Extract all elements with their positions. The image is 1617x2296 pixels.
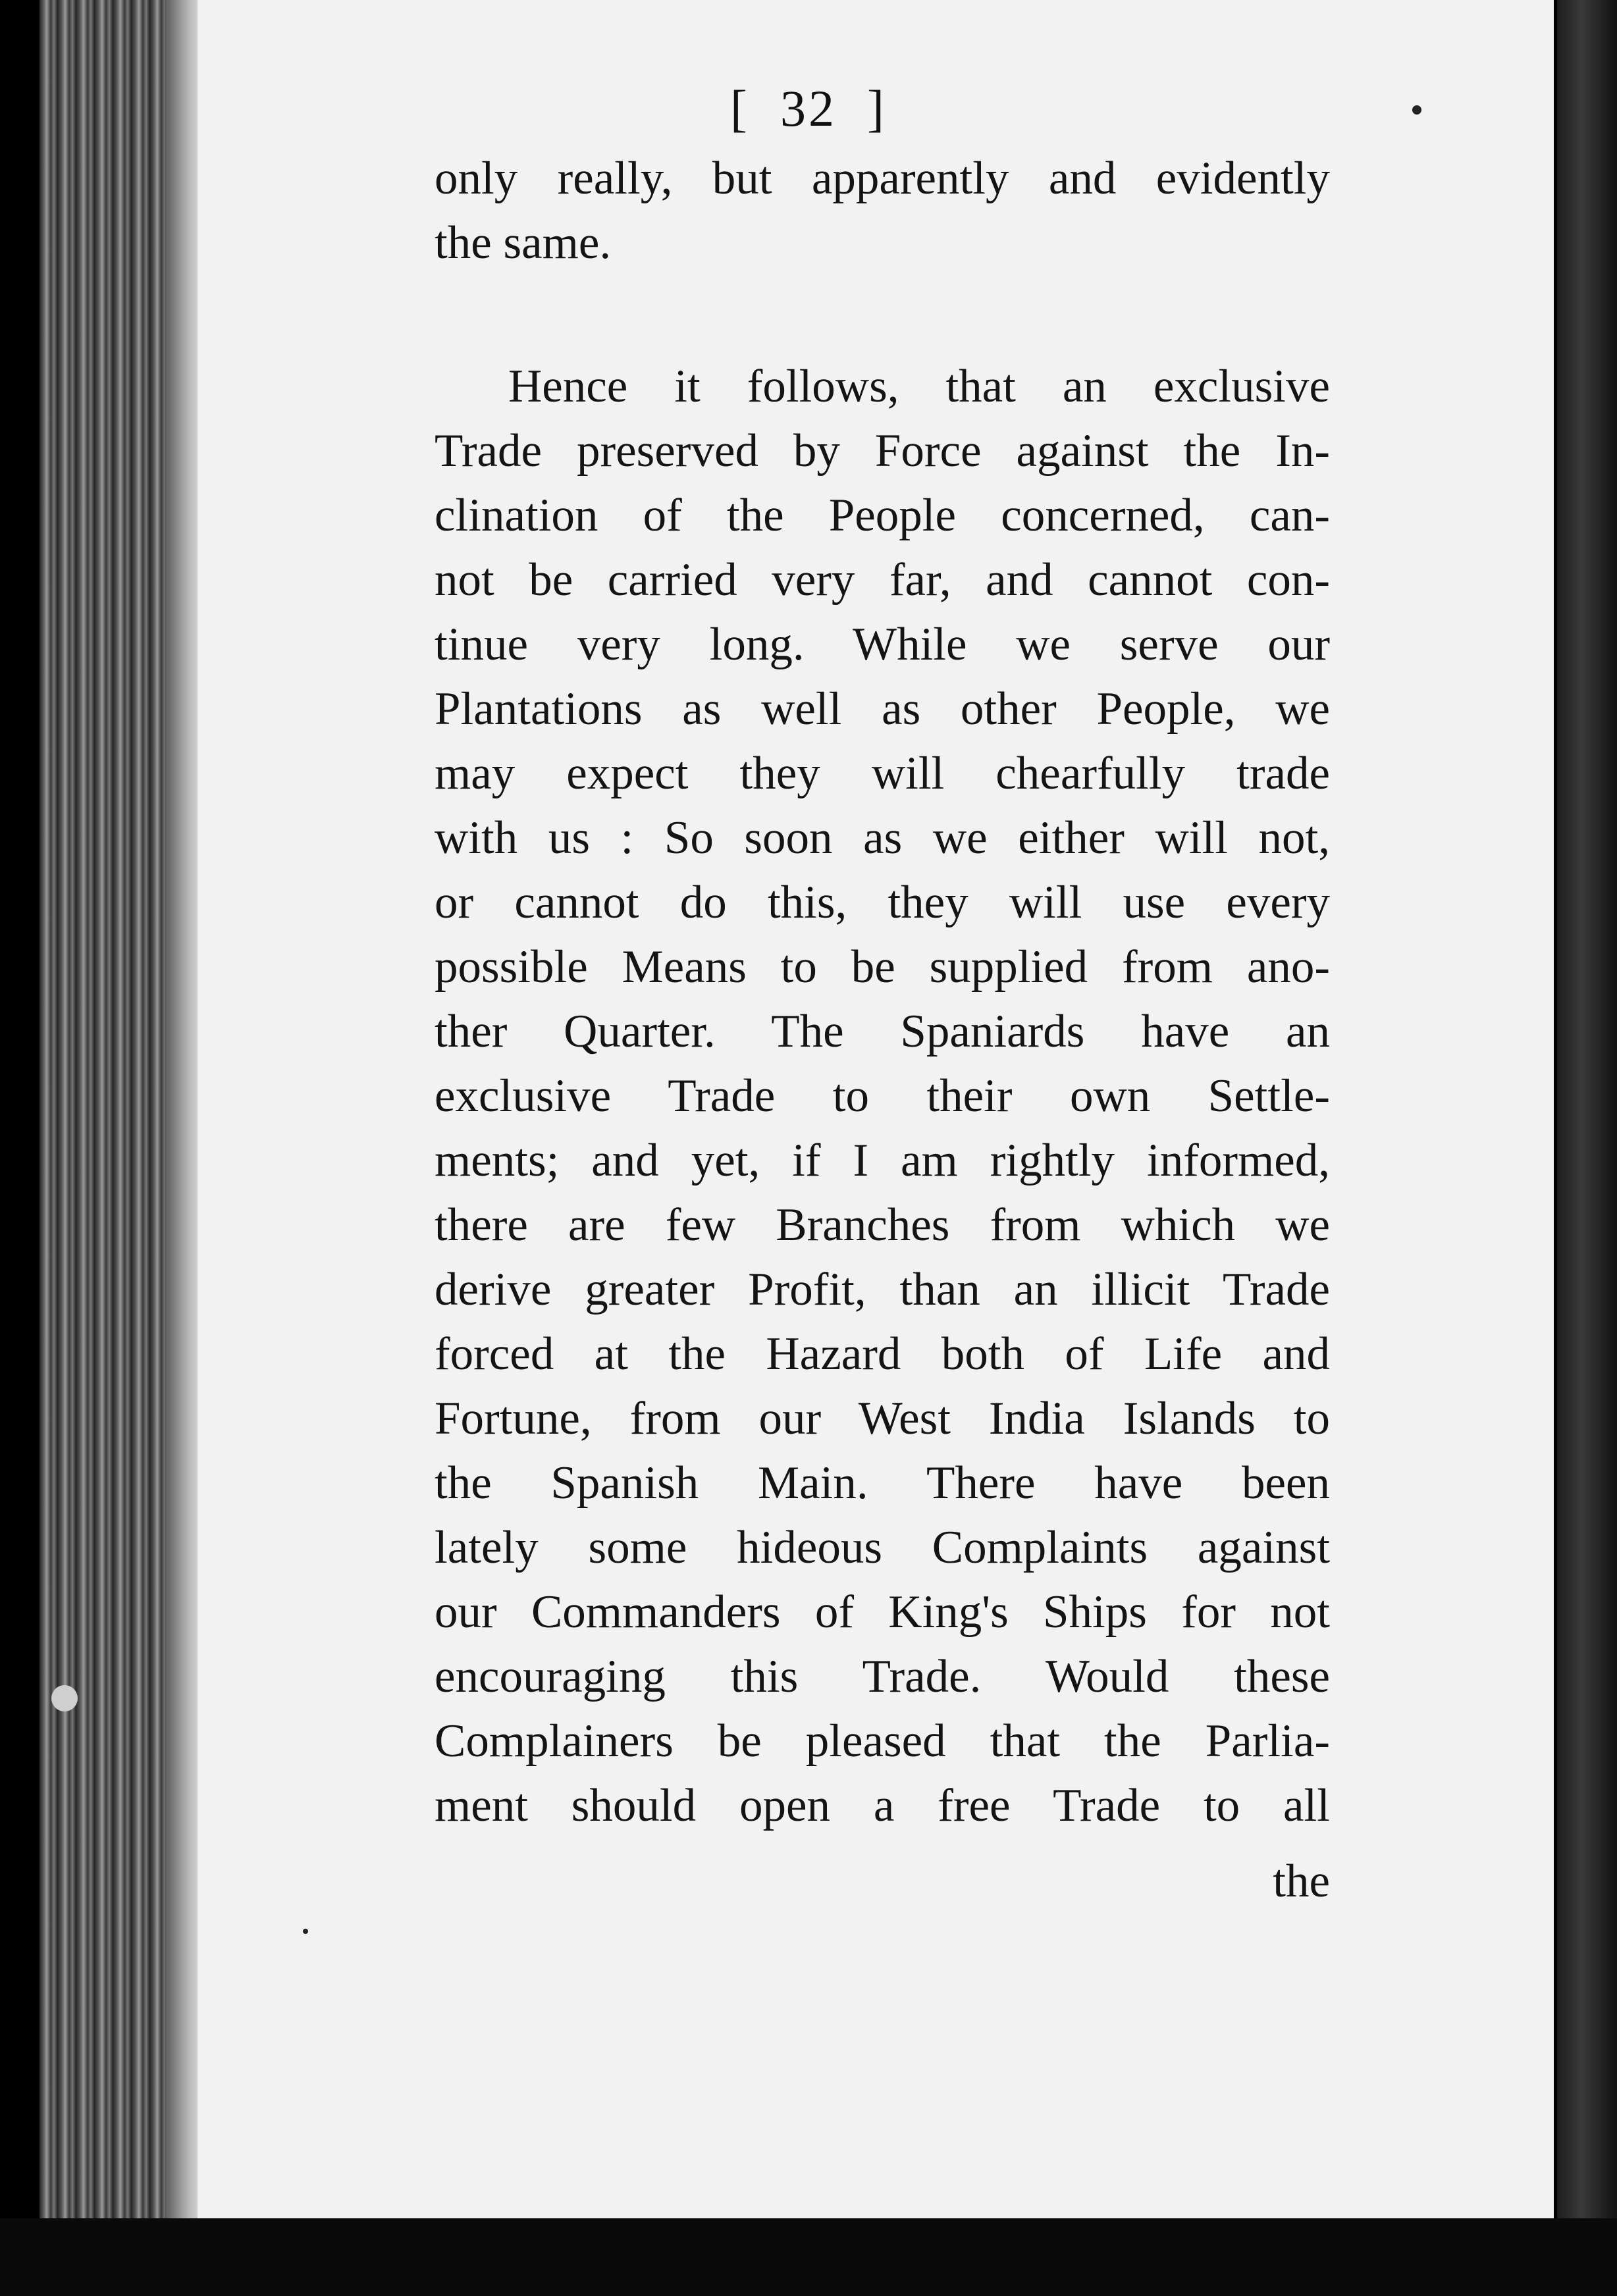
- text-line: may expect they will chearfully trade: [435, 748, 1330, 799]
- catchword: the: [1273, 1856, 1330, 1907]
- text-line: forced at the Hazard both of Life and: [435, 1328, 1330, 1380]
- text-line: ment should open a free Trade to all: [435, 1780, 1330, 1831]
- text-line: only really, but apparently and evidently: [435, 153, 1330, 204]
- text-line: the same.: [435, 217, 612, 269]
- text-line: Hence it follows, that an exclusive: [508, 361, 1330, 412]
- page-number: 32: [780, 80, 837, 137]
- bottom-scan-border: [0, 2218, 1617, 2296]
- text-line: derive greater Profit, than an illicit Trade: [435, 1264, 1330, 1315]
- text-line: or cannot do this, they will use every: [435, 877, 1330, 928]
- text-line: Plantations as well as other People, we: [435, 683, 1330, 735]
- running-header: [0, 79, 1617, 138]
- text-line: ments; and yet, if I am rightly informed,: [435, 1135, 1330, 1186]
- text-line: encouraging this Trade. Would these: [435, 1651, 1330, 1702]
- text-line: there are few Branches from which we: [435, 1199, 1330, 1251]
- text-line: not be carried very far, and cannot con-: [435, 554, 1330, 606]
- header-right-bracket: ]: [867, 80, 887, 137]
- paragraph-break: [435, 275, 1330, 354]
- text-line: Complainers be pleased that the Parlia-: [435, 1715, 1330, 1767]
- text-line: tinue very long. While we serve our: [435, 619, 1330, 670]
- text-line: exclusive Trade to their own Settle-: [435, 1070, 1330, 1122]
- text-line: lately some hideous Complaints against: [435, 1522, 1330, 1573]
- text-line: ther Quarter. The Spaniards have an: [435, 1006, 1330, 1057]
- body-text: [435, 146, 1330, 1838]
- ink-speck: [303, 1929, 308, 1934]
- text-line: possible Means to be supplied from ano-: [435, 941, 1330, 993]
- text-line: the Spanish Main. There have been: [435, 1457, 1330, 1509]
- text-line: with us : So soon as we either will not,: [435, 812, 1330, 864]
- header-left-bracket: [: [730, 80, 750, 137]
- text-line: our Commanders of King's Ships for not: [435, 1586, 1330, 1638]
- text-line: Trade preserved by Force against the In-: [435, 425, 1330, 477]
- margin-blemish: [51, 1685, 78, 1711]
- text-line: Fortune, from our West India Islands to: [435, 1393, 1330, 1444]
- text-line: clination of the People concerned, can-: [435, 490, 1330, 541]
